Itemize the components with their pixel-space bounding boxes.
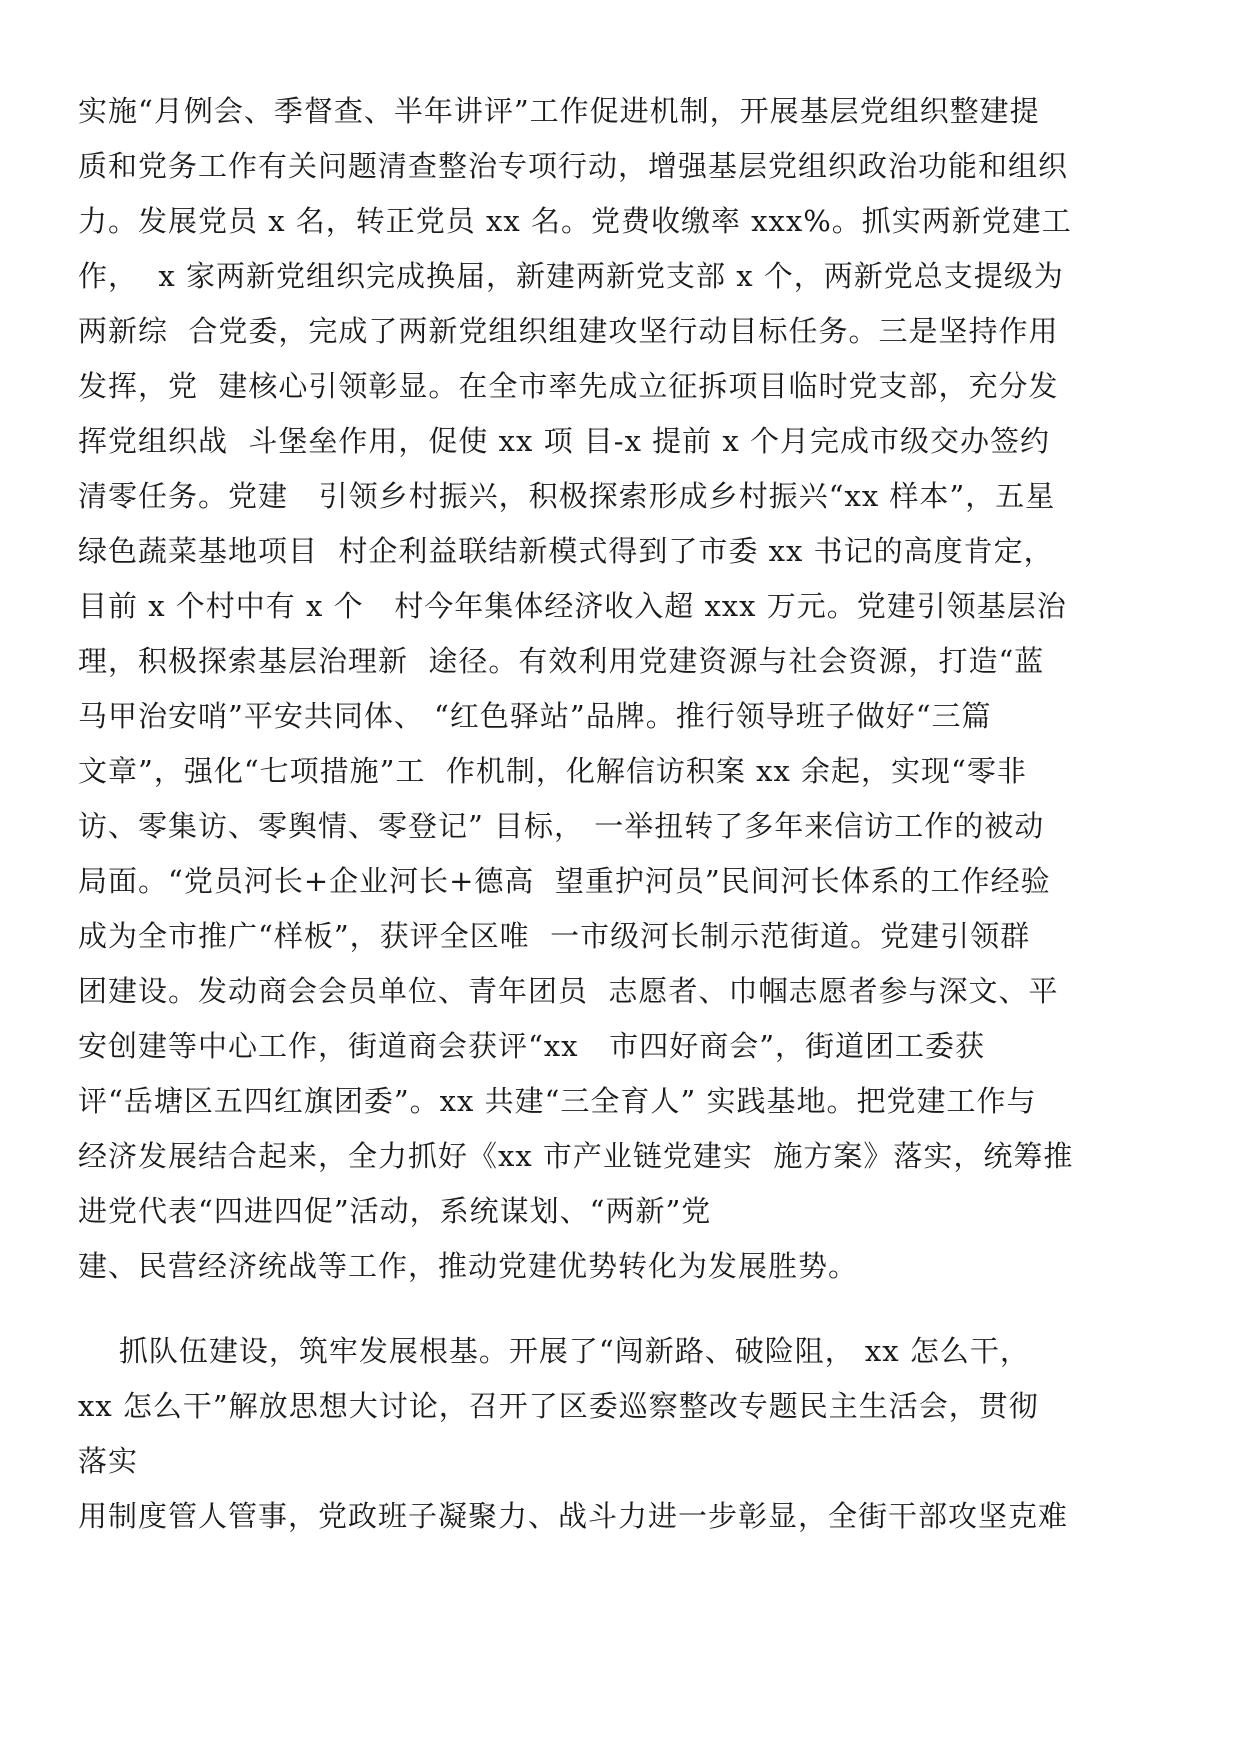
paragraph-line: 理，积极探索基层治理新 途径。有效利用党建资源与社会资源，打造“蓝 xyxy=(78,644,1045,678)
paragraph-line: 力。发展党员 x 名，转正党员 xx 名。党费收缴率 xxx%。抓实两新党建工 xyxy=(78,204,1072,238)
paragraph-gap xyxy=(78,1294,1178,1324)
paragraph-line: 实施“月例会、季督查、半年讲评”工作促进机制，开展基层党组织整建提 xyxy=(78,94,1040,128)
paragraph-line: 评“岳塘区五四红旗团委”。xx 共建“三全育人” 实践基地。把党建工作与 xyxy=(78,1084,1037,1118)
paragraph-line: 质和党务工作有关问题清查整治专项行动，增强基层党组织政治功能和组织 xyxy=(78,149,1069,183)
paragraph-line: 文章”，强化“七项措施”工 作机制，化解信访积案 xx 余起，实现“零非 xyxy=(78,754,1027,788)
paragraph-line: xx 怎么干”解放思想大讨论，召开了区委巡察整改专题民主生活会，贯彻 xyxy=(78,1389,1039,1423)
paragraph-line: 目前 x 个村中有 x 个 村今年集体经济收入超 xxx 万元。党建引领基层治 xyxy=(78,589,1067,623)
paragraph-line: 成为全市推广“样板”，获评全区唯 一市级河长制示范街道。党建引领群 xyxy=(78,919,1031,953)
paragraph-line: 进党代表“四进四促”活动，系统谋划、“两新”党 xyxy=(78,1194,712,1228)
paragraph-line: 两新综 合党委，完成了两新党组织组建攻坚行动目标任务。三是坚持作用 xyxy=(78,314,1059,348)
paragraph-line: 建、民营经济统战等工作，推动党建优势转化为发展胜势。 xyxy=(78,1249,859,1283)
paragraph-line: 发挥，党 建核心引领彰显。在全市率先成立征拆项目临时党支部，充分发 xyxy=(78,369,1059,403)
paragraph-line: 作， x 家两新党组织完成换届，新建两新党支部 x 个，两新党总支提级为 xyxy=(78,259,1064,293)
paragraph-line: 马甲治安哨”平安共同体、 “红色驿站”品牌。推行领导班子做好“三篇 xyxy=(78,699,992,733)
paragraph-line: 局面。“党员河长+企业河长+德高 望重护河员”民间河长体系的工作经验 xyxy=(78,864,1051,898)
paragraph-line: 经济发展结合起来，全力抓好《xx 市产业链党建实 施方案》落实，统筹推 xyxy=(78,1139,1074,1173)
paragraph-line: 落实 xyxy=(78,1444,139,1478)
paragraph-line: 抓队伍建设，筑牢发展根基。开展了“闯新路、破险阻， xx 怎么干， xyxy=(78,1334,1030,1368)
paragraph-line: 绿色蔬菜基地项目 村企利益联结新模式得到了市委 xx 书记的高度肯定， xyxy=(78,534,1054,568)
document-body xyxy=(78,84,1178,1544)
paragraph-line: 挥党组织战 斗堡垒作用，促使 xx 项 目-x 提前 x 个月完成市级交办签约 xyxy=(78,424,1050,458)
paragraph-line: 清零任务。党建 引领乡村振兴，积极探索形成乡村振兴“xx 样本”，五星 xyxy=(78,479,1056,513)
paragraph-line: 团建设。发动商会会员单位、青年团员 志愿者、巾帼志愿者参与深文、平 xyxy=(78,974,1059,1008)
paragraph-line: 用制度管人管事，党政班子凝聚力、战斗力进一步彰显，全街干部攻坚克难 xyxy=(78,1499,1069,1533)
paragraph-line: 安创建等中心工作，街道商会获评“xx 市四好商会”，街道团工委获 xyxy=(78,1029,986,1063)
paragraph-line: 访、零集访、零舆情、零登记” 目标， 一举扭转了多年来信访工作的被动 xyxy=(78,809,1045,843)
